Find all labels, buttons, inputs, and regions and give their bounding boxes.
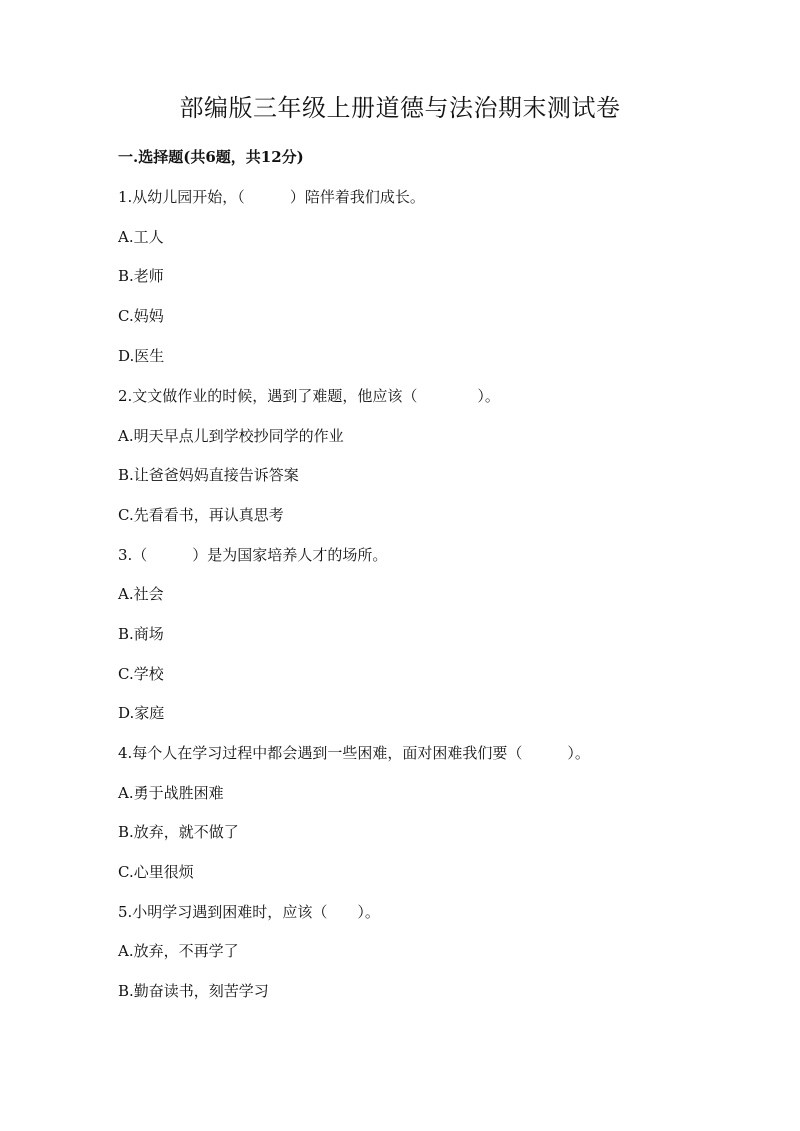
page-title: 部编版三年级上册道德与法治期末测试卷 (179, 94, 621, 122)
question-3-stem: 3.（ ）是为国家培养人才的场所。 (118, 546, 388, 564)
question-5-stem: 5.小明学习遇到困难时，应该（ ）。 (118, 903, 380, 921)
question-4-option-a: A.勇于战胜困难 (118, 784, 224, 802)
question-3-option-a: A.社会 (118, 585, 164, 603)
question-5-option-a: A.放弃，不再学了 (118, 942, 239, 960)
question-2-option-a: A.明天早点儿到学校抄同学的作业 (118, 427, 344, 445)
section-heading: 一.选择题(共6题，共12分) (118, 148, 304, 166)
question-4-option-c: C.心里很烦 (118, 863, 194, 881)
question-5-option-b: B.勤奋读书，刻苦学习 (118, 982, 269, 1000)
question-1-option-a: A.工人 (118, 228, 164, 246)
question-4-option-b: B.放弃，就不做了 (118, 823, 239, 841)
question-1-option-b: B.老师 (118, 267, 164, 285)
question-3-option-c: C.学校 (118, 665, 164, 683)
question-1-option-c: C.妈妈 (118, 307, 164, 325)
question-1-stem: 1.从幼儿园开始，（ ）陪伴着我们成长。 (118, 188, 425, 206)
question-4-stem: 4.每个人在学习过程中都会遇到一些困难，面对困难我们要（ ）。 (118, 744, 590, 762)
question-3-option-d: D.家庭 (118, 704, 165, 722)
question-2-stem: 2.文文做作业的时候，遇到了难题，他应该（ ）。 (118, 387, 500, 405)
question-1-option-d: D.医生 (118, 347, 165, 365)
question-2-option-b: B.让爸爸妈妈直接告诉答案 (118, 466, 299, 484)
question-2-option-c: C.先看看书，再认真思考 (118, 506, 284, 524)
question-3-option-b: B.商场 (118, 625, 164, 643)
